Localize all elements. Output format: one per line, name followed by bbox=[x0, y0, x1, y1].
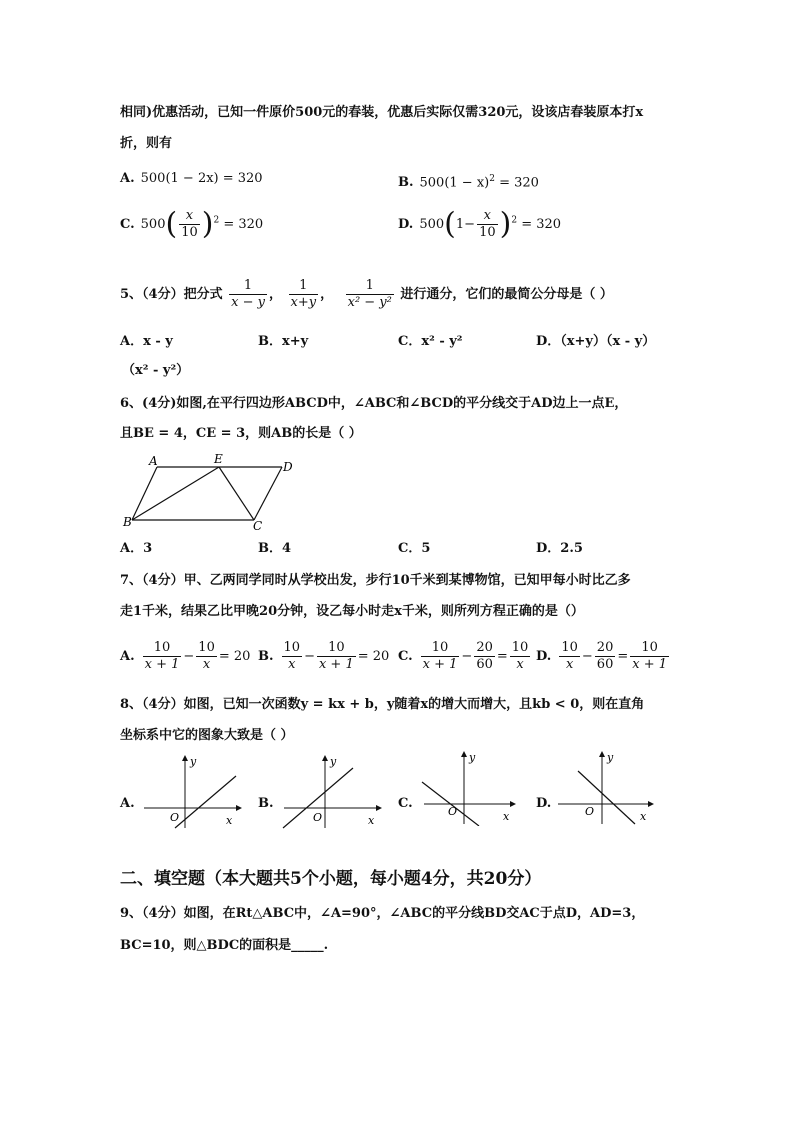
label-b: B bbox=[123, 515, 132, 529]
svg-text:y: y bbox=[330, 755, 337, 768]
q4-text-line2: 折，则有 bbox=[120, 136, 173, 151]
q6-text-line2: 且BE = 4，CE = 3，则AB的长是（ ） bbox=[120, 426, 362, 441]
q5-option-b: B．x+y bbox=[258, 334, 309, 349]
svg-text:O: O bbox=[448, 805, 458, 818]
q7-option-a: A. $\frac{10}{x + 1}$ − $\frac{10}{x}$ = 20 bbox=[120, 640, 251, 672]
svg-text:O: O bbox=[170, 811, 180, 824]
q6-option-d: D．2.5 bbox=[536, 541, 583, 556]
q7-option-c: C. $\frac{10}{x + 1}$ − $\frac{20}{60}$ = $\frac{10}{x}$ bbox=[398, 640, 529, 672]
q7-option-d: D. $\frac{10}{x}$ − $\frac{20}{60}$ = $\frac{10}{x + 1}$ bbox=[536, 640, 668, 672]
label-e: E bbox=[214, 452, 223, 466]
svg-text:x: x bbox=[640, 810, 647, 823]
q5-option-a: A．x - y bbox=[120, 334, 173, 349]
graph-c bbox=[420, 748, 530, 826]
q5-option-d-continued: （x² - y²） bbox=[122, 363, 190, 378]
x-axis-arrow bbox=[376, 805, 382, 811]
q6-option-a: A．3 bbox=[120, 541, 153, 556]
q5-option-c: C．x² - y² bbox=[398, 334, 463, 349]
parallelogram-figure bbox=[120, 450, 300, 535]
q7-option-b: B. $\frac{10}{x}$ − $\frac{10}{x + 1}$ = 20 bbox=[258, 640, 390, 672]
q8-option-b-label: B. bbox=[258, 796, 274, 811]
q5-option-d: D．（x+y）（x - y） bbox=[536, 334, 656, 349]
y-axis-arrow bbox=[182, 755, 188, 761]
graph-a bbox=[140, 752, 250, 830]
side-cd bbox=[254, 467, 282, 520]
label-c: C bbox=[253, 519, 263, 533]
x-axis-arrow bbox=[236, 805, 242, 811]
y-axis-arrow bbox=[599, 751, 605, 757]
svg-text:y: y bbox=[190, 755, 197, 768]
x-axis-arrow bbox=[648, 801, 654, 807]
q4-option-b: B. $500(1 - x)^2 = 320$ bbox=[398, 174, 539, 191]
segment-ce bbox=[219, 467, 254, 520]
q5-stem: 5、（4分）把分式 $\frac{1}{x - y}$ ， $\frac{1}{x+y}$ ， $\frac{1}{\text{x² − y²}}$ 进行通分，它们的最简公分母是（ ） bbox=[120, 278, 613, 310]
y-axis-arrow bbox=[461, 751, 467, 757]
q6-text-line1: 6、(4分)如图,在平行四边形ABCD中，∠ABC和∠BCD的平分线交于AD边上一点E， bbox=[120, 396, 628, 411]
q4-option-a: A. 500(1 − 2x) = 320 bbox=[120, 171, 263, 186]
y-axis-arrow bbox=[322, 755, 328, 761]
q4-option-d: D. 500(1− $\frac{x}{10}$ )$^2$ = 320 bbox=[398, 206, 562, 242]
section-2-heading: 二、填空题（本大题共5个小题，每小题4分，共20分） bbox=[120, 869, 542, 889]
x-axis-arrow bbox=[510, 801, 516, 807]
q9-text-line1: 9、（4分）如图，在Rt△ABC中，∠A=90°，∠ABC的平分线BD交AC于点D，AD=3， bbox=[120, 906, 645, 921]
svg-text:y: y bbox=[469, 751, 476, 764]
svg-text:x: x bbox=[226, 814, 233, 827]
q7-text-line2: 走1千米，结果乙比甲晚20分钟，设乙每小时走x千米，则所列方程正确的是（） bbox=[120, 604, 584, 619]
svg-text:y: y bbox=[607, 751, 614, 764]
q8-option-a-label: A. bbox=[120, 796, 135, 811]
q4-option-c: C. 500( $\frac{x}{10}$ )$^2$ = 320 bbox=[120, 206, 264, 242]
label-a: A bbox=[149, 454, 158, 468]
q4-text-line1: 相同)优惠活动，已知一件原价500元的春装，优惠后实际仅需320元，设该店春装原本打x bbox=[120, 105, 644, 120]
q8-text-line1: 8、（4分）如图，已知一次函数y = kx + b，y随着x的增大而增大，且kb < 0，则在直角 bbox=[120, 697, 645, 712]
svg-text:O: O bbox=[585, 805, 595, 818]
svg-text:O: O bbox=[313, 811, 323, 824]
q8-option-c-label: C. bbox=[398, 796, 413, 811]
q8-text-line2: 坐标系中它的图象大致是（ ） bbox=[120, 728, 294, 743]
svg-text:x: x bbox=[503, 810, 510, 823]
q7-text-line1: 7、（4分）甲、乙两同学同时从学校出发，步行10千米到某博物馆，已知甲每小时比乙多 bbox=[120, 573, 631, 588]
graph-d bbox=[556, 748, 666, 826]
graph-b bbox=[280, 752, 390, 830]
q9-text-line2: BC=10，则△BDC的面积是_____. bbox=[120, 938, 329, 953]
q6-option-c: C．5 bbox=[398, 541, 431, 556]
q8-option-d-label: D. bbox=[536, 796, 552, 811]
label-d: D bbox=[283, 460, 293, 474]
svg-text:x: x bbox=[368, 814, 375, 827]
q6-option-b: B．4 bbox=[258, 541, 292, 556]
